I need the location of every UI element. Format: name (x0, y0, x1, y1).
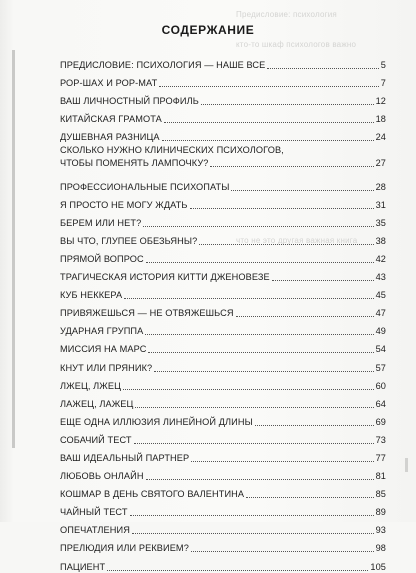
dot-leader (146, 262, 374, 263)
toc-entry (60, 518, 386, 536)
toc-entry-title: ПРЕЛЮДИЯ ИЛИ РЕКВИЕМ? (60, 543, 189, 554)
toc-page-number: 60 (375, 380, 386, 391)
dot-leader (130, 515, 374, 516)
toc-page-number: 28 (375, 181, 386, 192)
page-edge-mark (405, 458, 408, 472)
toc-entry (60, 247, 386, 265)
toc-entry-title: КНУТ ИЛИ ПРЯНИК? (60, 362, 153, 373)
dot-leader (210, 166, 373, 167)
dot-leader (107, 570, 368, 571)
toc-page-number: 47 (375, 308, 386, 319)
toc-entry (60, 410, 386, 428)
toc-page-number: 35 (375, 217, 386, 228)
toc-entry-title: ТРАГИЧЕСКАЯ ИСТОРИЯ КИТТИ ДЖЕНОВЕЗЕ (60, 272, 270, 283)
toc-entry (60, 500, 386, 518)
toc-page-number: 89 (375, 507, 386, 518)
toc-entry (60, 392, 386, 410)
toc-entry (60, 482, 386, 500)
toc-page-number: 85 (375, 489, 386, 500)
toc-page-number: 93 (375, 525, 386, 536)
toc-entry (60, 89, 386, 107)
dot-leader (148, 352, 373, 353)
dot-leader (231, 190, 373, 191)
bleed-through-text: Предисловие: психология (236, 10, 337, 19)
dot-leader (123, 389, 374, 390)
dot-leader (132, 533, 374, 534)
toc-page-number: 43 (375, 272, 386, 283)
toc-entry-title: УДАРНАЯ ГРУППА (60, 326, 144, 337)
toc-entry (60, 174, 386, 192)
toc-entry-title-continued: ЧТОБЫ ПОМЕНЯТЬ ЛАМПОЧКУ? (60, 158, 209, 169)
toc-page-number: 42 (375, 253, 386, 264)
dot-leader (272, 280, 374, 281)
dot-leader (159, 86, 379, 87)
dot-leader (145, 334, 373, 335)
toc-page-number: 54 (375, 344, 386, 355)
toc-entry-title: ЧАЙНЫЙ ТЕСТ (60, 507, 128, 518)
toc-page-number: 45 (375, 290, 386, 301)
toc-page-number: 24 (375, 132, 386, 143)
table-of-contents (60, 53, 386, 573)
toc-entry (60, 265, 386, 283)
dot-leader (135, 407, 373, 408)
toc-entry (60, 125, 386, 143)
toc-entry (60, 301, 386, 319)
toc-entry-title: МИССИЯ НА МАРС (60, 344, 147, 355)
dot-leader (246, 497, 373, 498)
toc-entry (60, 143, 386, 174)
toc-entry-title: ДУШЕВНАЯ РАЗНИЦА (60, 132, 160, 143)
toc-page-number: 69 (375, 416, 386, 427)
page-binding-shadow (12, 50, 15, 448)
toc-page-number: 18 (375, 114, 386, 125)
dot-leader (236, 316, 374, 317)
toc-page-number: 64 (375, 398, 386, 409)
toc-page-number: 12 (375, 96, 386, 107)
dot-leader (143, 226, 373, 227)
toc-entry-title: ВЫ ЧТО, ГЛУПЕЕ ОБЕЗЬЯНЫ? (60, 235, 198, 246)
toc-page-number: 105 (370, 561, 386, 572)
toc-page-number: 57 (375, 362, 386, 373)
toc-entry (60, 464, 386, 482)
toc-entry-title: РОР-ШАХ И РОР-МАТ (60, 78, 158, 89)
page-title: СОДЕРЖАНИЕ (161, 23, 255, 37)
dot-leader (201, 104, 374, 105)
toc-entry (60, 211, 386, 229)
toc-entry-title: ВАШ ИДЕАЛЬНЫЙ ПАРТНЕР (60, 452, 190, 463)
toc-entry (60, 337, 386, 355)
toc-entry (60, 71, 386, 89)
toc-page-number: 98 (375, 543, 386, 554)
dot-leader (124, 298, 373, 299)
toc-entry (60, 283, 386, 301)
toc-page-number: 49 (375, 326, 386, 337)
toc-page-number: 38 (375, 235, 386, 246)
dot-leader (134, 443, 374, 444)
dot-leader (190, 208, 374, 209)
toc-entry (60, 53, 386, 71)
toc-entry-title: ВАШ ЛИЧНОСТНЫЙ ПРОФИЛЬ (60, 96, 199, 107)
toc-page-number: 31 (375, 199, 386, 210)
bleed-through-text: кто-то шкаф психологов важно (236, 40, 357, 49)
dot-leader (164, 122, 374, 123)
toc-entry (60, 554, 386, 572)
toc-entry (60, 374, 386, 392)
toc-entry (60, 229, 386, 247)
toc-page-number: 27 (375, 158, 386, 169)
toc-page-number: 73 (375, 434, 386, 445)
toc-entry-title: ЛАЖЕЦ, ЛАЖЕЦ (60, 398, 134, 409)
dot-leader (191, 461, 373, 462)
toc-entry-title: ПРЕДИСЛОВИЕ: ПСИХОЛОГИЯ — НАШЕ ВСЕ (60, 60, 266, 71)
toc-entry (60, 355, 386, 373)
toc-entry (60, 446, 386, 464)
dot-leader (267, 68, 378, 69)
dot-leader (199, 244, 373, 245)
dot-leader (146, 479, 374, 480)
toc-entry-title: СОБАЧИЙ ТЕСТ (60, 434, 132, 445)
toc-entry (60, 107, 386, 125)
dot-leader (191, 551, 374, 552)
toc-entry (60, 193, 386, 211)
toc-entry-title: ЕЩЕ ОДНА ИЛЛЮЗИЯ ЛИНЕЙНОЙ ДЛИНЫ (60, 416, 253, 427)
toc-entry (60, 319, 386, 337)
dot-leader (162, 140, 374, 141)
toc-page-number: 5 (380, 60, 386, 71)
toc-entry-title: ЛЖЕЦ, ЛЖЕЦ (60, 380, 121, 391)
dot-leader (154, 371, 373, 372)
bleed-through-text: что не это другая важная книга (236, 236, 358, 245)
toc-page-number: 7 (380, 78, 386, 89)
toc-page-number: 81 (375, 471, 386, 482)
toc-entry-title: КУБ НЕККЕРА (60, 290, 123, 301)
toc-entry-title: ПАЦИЕНТ (60, 561, 106, 572)
toc-entry (60, 428, 386, 446)
toc-entry-title: СКОЛЬКО НУЖНО КЛИНИЧЕСКИХ ПСИХОЛОГОВ, (60, 145, 284, 156)
dot-leader (255, 425, 374, 426)
toc-entry-title: ПРЯМОЙ ВОПРОС (60, 253, 144, 264)
toc-entry-title: Я ПРОСТО НЕ МОГУ ЖДАТЬ (60, 199, 188, 210)
toc-entry-title: ЛЮБОВЬ ОНЛАЙН (60, 471, 144, 482)
toc-entry-title: КИТАЙСКАЯ ГРАМОТА (60, 114, 162, 125)
toc-entry (60, 536, 386, 554)
toc-entry-title: ПРОФЕССИОНАЛЬНЫЕ ПСИХОПАТЫ (60, 181, 230, 192)
toc-entry-title: ПРИВЯЖЕШЬСЯ — НЕ ОТВЯЖЕШЬСЯ (60, 308, 234, 319)
toc-page-number: 77 (375, 452, 386, 463)
toc-entry-title: ОПЕЧАТЛЕНИЯ (60, 525, 130, 536)
toc-entry-title: БЕРЕМ ИЛИ НЕТ? (60, 217, 142, 228)
toc-entry-title: КОШМАР В ДЕНЬ СВЯТОГО ВАЛЕНТИНА (60, 489, 245, 500)
